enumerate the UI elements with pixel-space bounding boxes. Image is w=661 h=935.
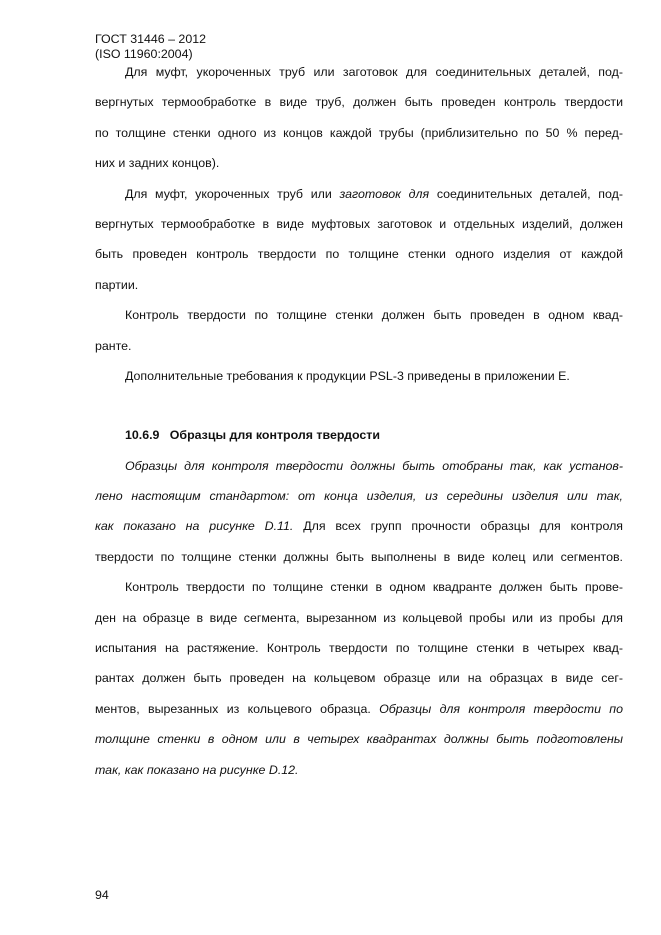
document-body <box>95 58 623 786</box>
section-gap <box>95 392 623 421</box>
text-run: Для всех групп прочности образцы для контроля <box>293 519 623 534</box>
standard-designation: ГОСТ 31446 – 2012 <box>95 32 206 46</box>
paragraph-line <box>95 452 623 482</box>
paragraph-line <box>95 512 623 542</box>
paragraph-line: испытания на растяжение. Контроль твердости по толщине стенки в четырех квад- <box>95 641 623 656</box>
paragraph-line: быть проведен контроль твердости по толщине стенки одного изделия от каждой <box>95 247 623 262</box>
paragraph-line: твердости по толщине стенки должны быть выполнены в виде колец или сегментов. <box>95 549 623 564</box>
paragraph-line: вергнутых термообработке в виде труб, должен быть проведен контроль твердости <box>95 95 623 110</box>
italic-text-run: так, как показано на рисунке D.12. <box>95 762 299 777</box>
italic-text-run: Образцы для контроля твердости должны быть отобраны так, как установ- <box>125 458 623 473</box>
paragraph-line: Контроль твердости по толщине стенки должен быть проведен в одном квад- <box>125 308 623 323</box>
italic-text-run: толщине стенки в одном или в четырех квадрантах должны быть подготовлены <box>95 732 623 747</box>
paragraph-line <box>95 756 623 786</box>
paragraph-line: партии. <box>95 277 139 292</box>
italic-text-run: как показано на рисунке D.11. <box>95 519 294 534</box>
text-run: ментов, вырезанных из кольцевого образца. <box>95 701 380 716</box>
paragraph-line: Контроль твердости по толщине стенки в одном квадранте должен быть прове- <box>125 580 623 595</box>
text-run: Для муфт, укороченных труб или <box>125 186 340 201</box>
text-run: соединительных деталей, под- <box>429 186 623 201</box>
italic-text-run: Образцы для контроля твердости по <box>379 701 623 716</box>
paragraph-line <box>95 725 623 755</box>
paragraph-line: Дополнительные требования к продукции PSL-3 приведены в приложении E. <box>125 368 570 383</box>
paragraph-line <box>95 695 623 725</box>
paragraph-line: по толщине стенки одного из концов каждой трубы (приблизительно по 50 % перед- <box>95 125 623 140</box>
page-number: 94 <box>95 888 109 902</box>
paragraph-line: Для муфт, укороченных труб или заготовок для соединительных деталей, под- <box>125 65 623 79</box>
paragraph-line <box>95 482 623 512</box>
paragraph-line <box>95 180 623 210</box>
paragraph-line: вергнутых термообработке в виде муфтовых заготовок и отдельных изделий, должен <box>95 216 623 231</box>
italic-text-run: лено настоящим стандартом: от конца изделия, из середины изделия или так, <box>95 489 623 504</box>
italic-text-run: заготовок для <box>339 186 430 201</box>
iso-reference: (ISO 11960:2004) <box>95 47 193 61</box>
paragraph-line: рантах должен быть проведен на кольцевом образце или на образцах в виде сег- <box>95 671 623 686</box>
section-heading: 10.6.9 Образцы для контроля твердости <box>125 428 380 443</box>
paragraph-line: ранте. <box>95 338 132 353</box>
paragraph-line: ден на образце в виде сегмента, вырезанном из кольцевой пробы или из пробы для <box>95 610 623 625</box>
paragraph-line: них и задних концов). <box>95 156 220 171</box>
